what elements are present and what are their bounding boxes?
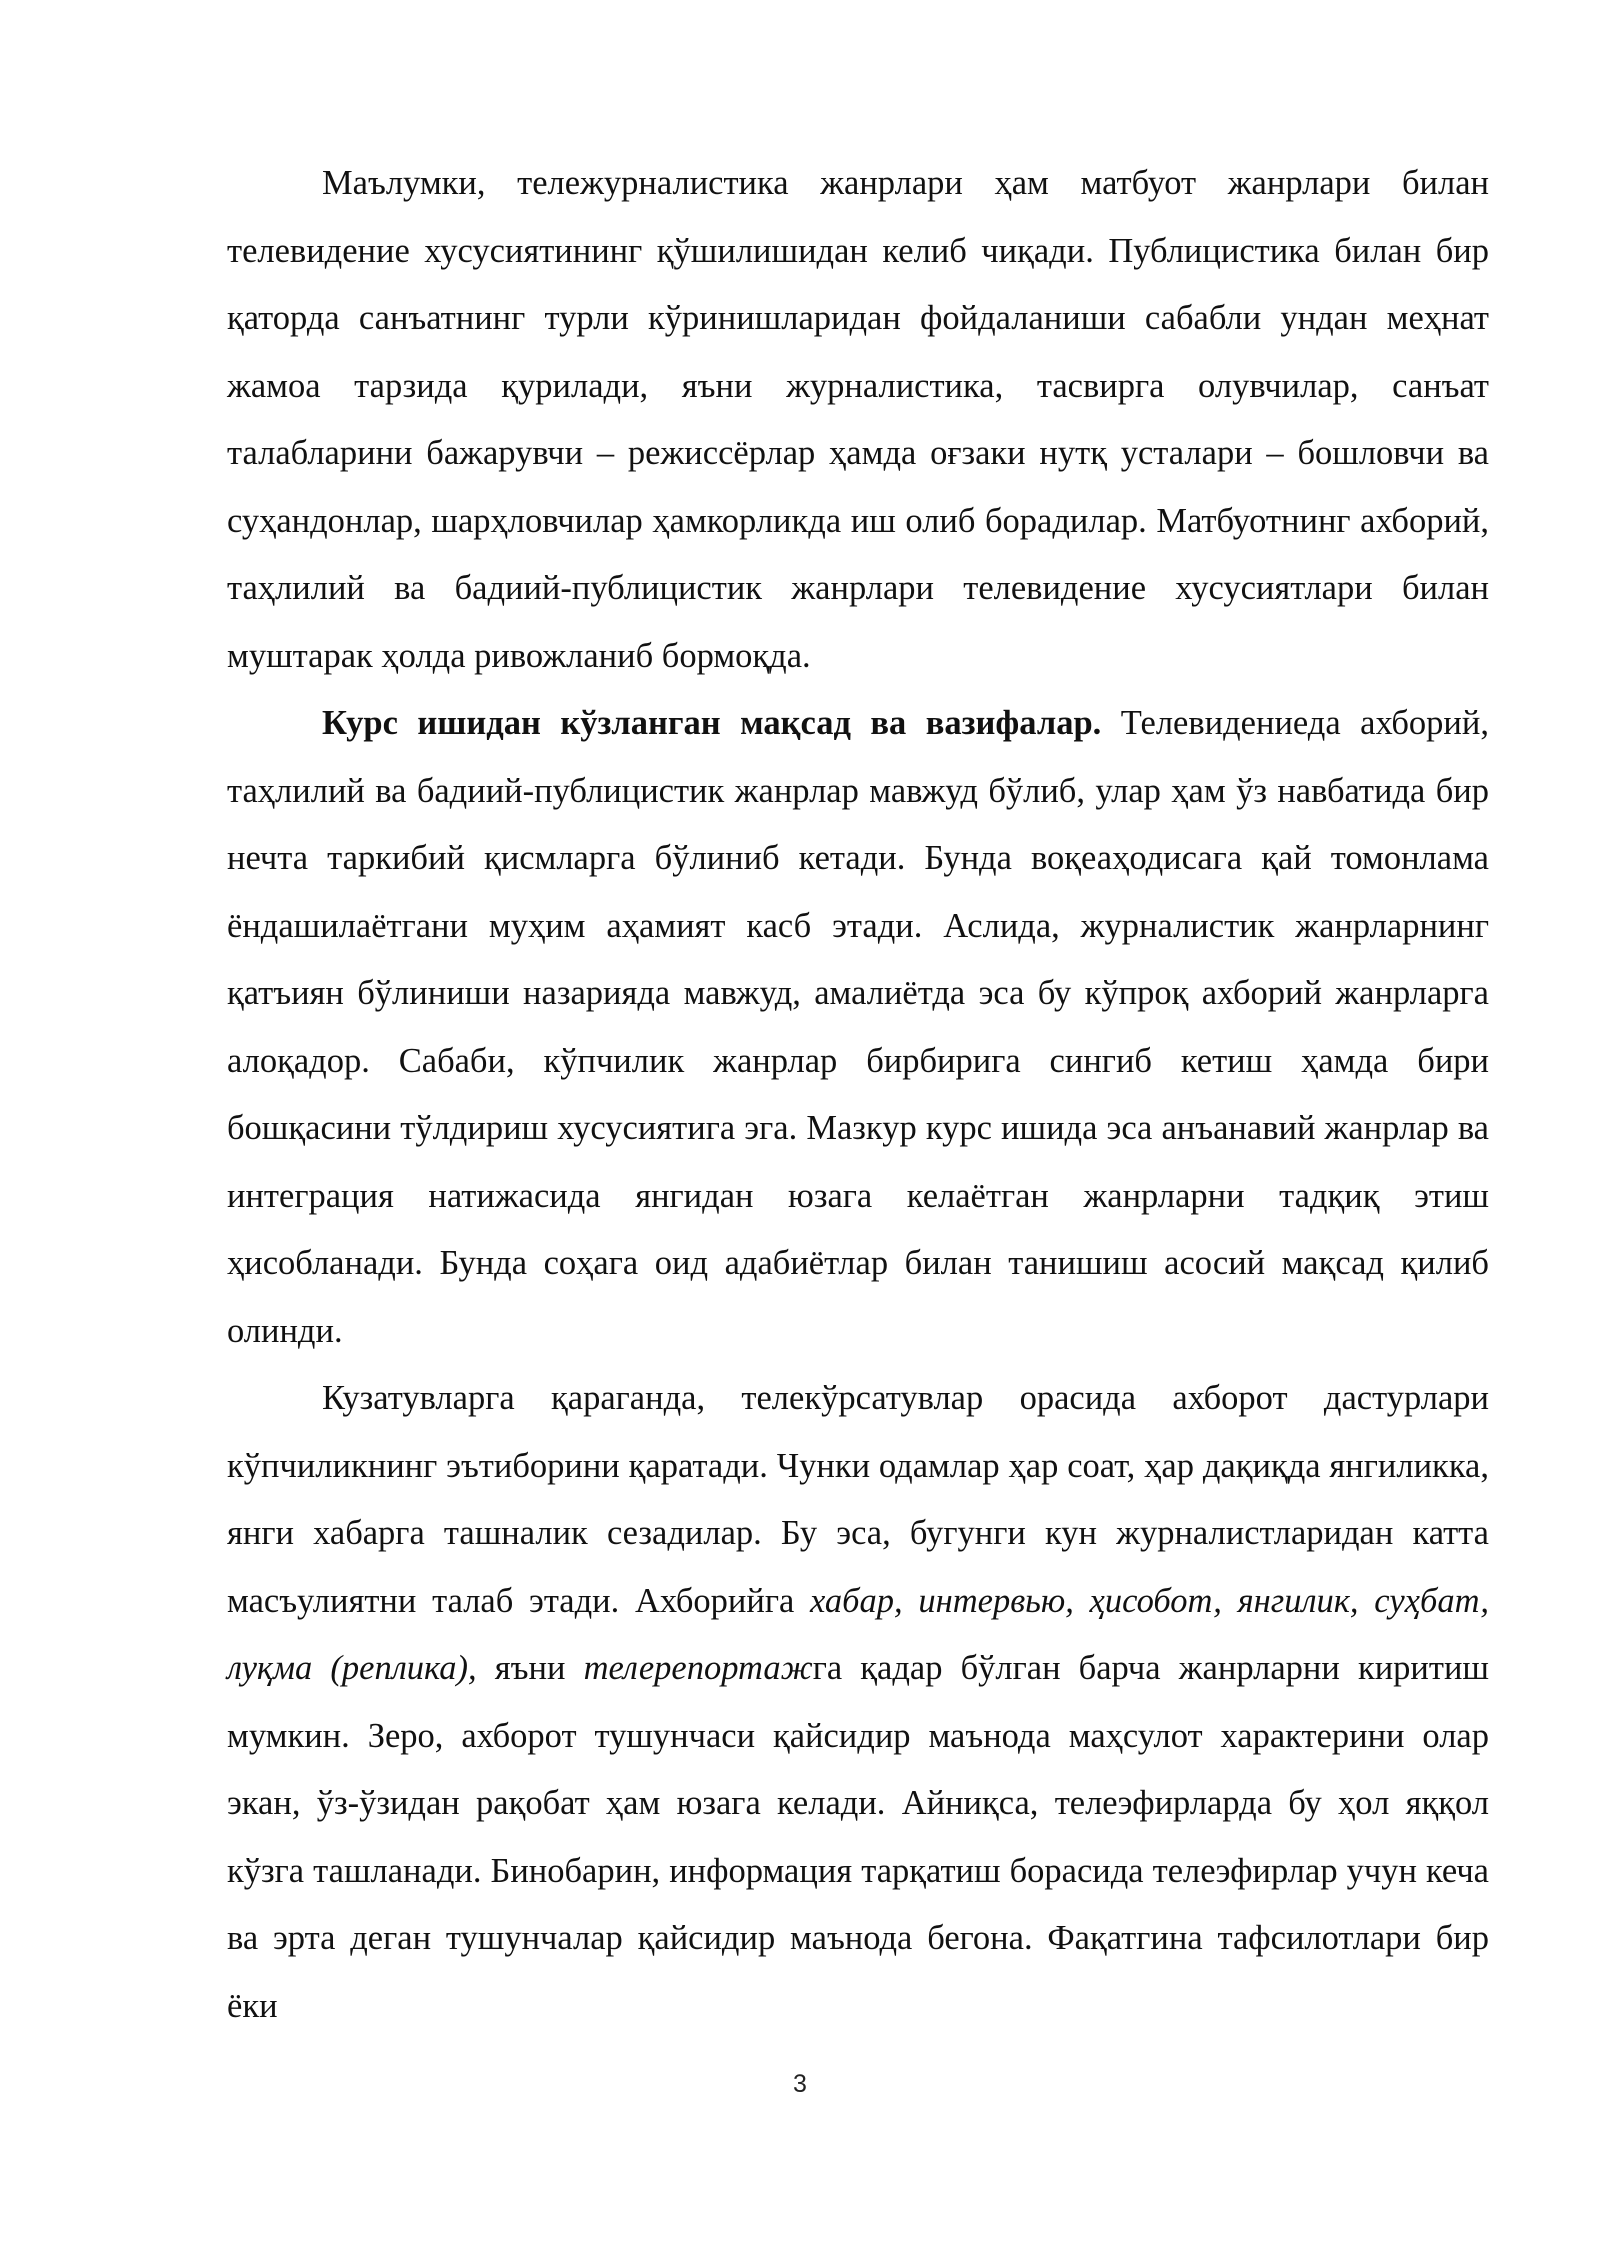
document-body — [227, 150, 1489, 2040]
telereportage-italic: телерепортаж — [583, 1649, 813, 1687]
paragraph-1: Маълумки, тележурналистика жанрлари ҳам матбуот жанрлари билан телевидение хусусиятининг қўшилишидан келиб чиқади. Публицистика билан бир қаторда санъатнинг турли кўринишларидан фойдаланиши сабабли ундан меҳнат жамоа тарзида қурилади, яъни журналистика, тасвирга олувчилар, санъат талабларини бажарувчи – режиссёрлар ҳамда оғзаки нутқ усталари – бошловчи ва суҳандонлар, шарҳловчилар ҳамкорликда иш олиб борадилар. Матбуотнинг ахборий, таҳлилий ва бадиий-публицистик жанрлари телевидение хусусиятлари билан муштарак ҳолда ривожланиб бормоқда. — [227, 164, 1489, 675]
section-heading: Курс ишидан кўзланган мақсад ва вазифалар. — [322, 704, 1102, 742]
genre-list-italic: хабар, интервью, ҳисобот, янгилик, суҳбат, луқма (реплика), — [227, 1581, 1489, 1687]
paragraph-3-part-3: га қадар бўлган барча жанрларни киритиш мумкин. Зеро, ахборот тушунчаси қайсидир маънода маҳсулот характерини олар экан, ўз-ўзидан рақобат ҳам юзага келади. Айниқса, телеэфирларда бу ҳол яққол кўзга ташланади. Бинобарин, информация тарқатиш борасида телеэфирлар учун кеча ва эрта деган тушунчалар қайсидир маънода бегона. Фақатгина тафсилотлари бир ёки — [227, 1649, 1489, 2025]
paragraph-2-body: Телевидениеда ахборий, таҳлилий ва бадиий-публицистик жанрлар мавжуд бўлиб, улар ҳам ўз навбатида бир нечта таркибий қисмларга бўлиниб кетади. Бунда воқеаҳодисага қай томонлама ёндашилаётгани муҳим аҳамият касб этади. Аслида, журналистик жанрларнинг қатъиян бўлиниши назарияда мавжуд, амалиётда эса бу кўпроқ ахборий жанрларга алоқадор. Сабаби, кўпчилик жанрлар бирбирига сингиб кетиш ҳамда бири бошқасини тўлдириш хусусиятига эга. Мазкур курс ишида эса анъанавий жанрлар ва интеграция натижасида янгидан юзага келаётган жанрларни тадқиқ этиш ҳисобланади. Бунда соҳага оид адабиётлар билан танишиш асосий мақсад қилиб олинди. — [227, 704, 1489, 1350]
paragraph-2 — [227, 690, 1489, 1365]
page-number: 3 — [793, 2070, 807, 2098]
paragraph-3-part-1: Кузатувларга қараганда, телекўрсатувлар орасида ахборот дастурлари кўпчиликнинг эътиборини қаратади. Чунки одамлар ҳар соат, ҳар дақиқда янгиликка, янги хабарга ташналик сезадилар. Бу эса, бугунги кун журналистларидан катта масъулиятни талаб этади. Ахборийга — [227, 1379, 1489, 1620]
paragraph-3-part-2: яъни — [476, 1649, 584, 1687]
paragraph-3 — [227, 1365, 1489, 2040]
